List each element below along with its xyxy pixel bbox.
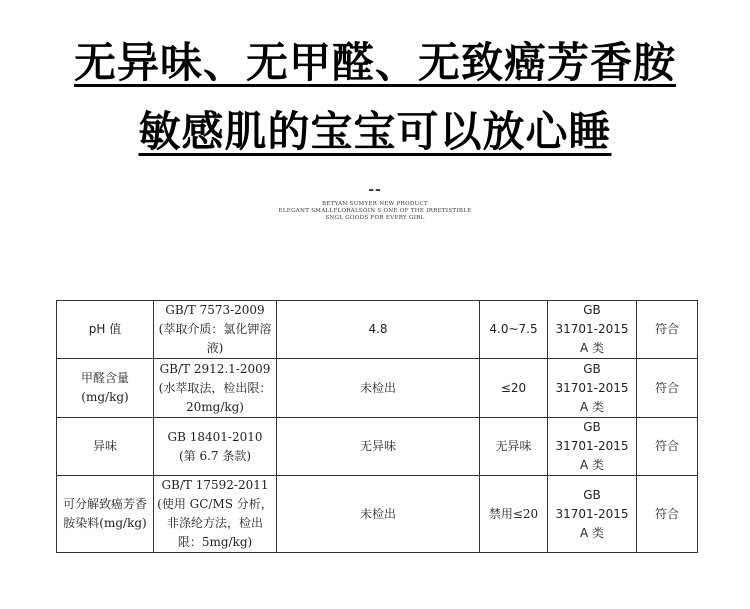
cell-line: 甲醛含量 — [80, 371, 129, 385]
cell-limit: 无异味 — [480, 418, 548, 476]
cell-line: GB — [583, 361, 601, 376]
cell-line: GB — [583, 420, 601, 434]
cell-verdict: 符合 — [637, 418, 698, 476]
cell-line: 液) — [206, 341, 224, 355]
cell-result: 无异味 — [277, 418, 480, 476]
cell-result: 未检出 — [277, 359, 480, 418]
cell-line: GB 18401-2010 — [167, 429, 263, 444]
cell-limit: ≤20 — [480, 359, 548, 418]
cell-item — [57, 476, 154, 553]
cell-item — [57, 418, 154, 476]
cell-limit: 禁用≤20 — [480, 476, 548, 553]
cell-line: (第 6.7 条款) — [178, 448, 252, 463]
cell-line: GB/T 17592-2011 — [161, 478, 269, 492]
cell-verdict: 符合 — [637, 476, 698, 553]
test-results-table — [56, 300, 698, 553]
cell-item — [57, 301, 154, 359]
decor-dash: -- — [368, 182, 382, 198]
cell-result: 4.8 — [277, 301, 480, 359]
cell-line: 异味 — [92, 439, 117, 453]
cell-result: 未检出 — [277, 476, 480, 553]
decor-caption-line-3: SNGL GOODS FOR EVERY GIRL — [325, 215, 425, 221]
table-row — [57, 418, 698, 476]
cell-line: 31701-2015 — [555, 380, 629, 395]
cell-standard — [548, 418, 637, 476]
cell-line: (萃取介质：氯化钾溶 — [158, 322, 272, 336]
cell-line: 31701-2015 — [555, 506, 629, 521]
table-row — [57, 476, 698, 553]
cell-line: GB — [583, 487, 601, 502]
test-results-body — [57, 301, 698, 553]
table-row — [57, 359, 698, 418]
cell-line: A 类 — [579, 458, 605, 472]
cell-line: 非涤纶方法，检出 — [166, 516, 263, 530]
cell-method — [154, 476, 277, 553]
cell-line: 胺染料(mg/kg) — [63, 516, 147, 530]
headline-line-2-text: 敏感肌的宝宝可以放心睡 — [138, 107, 612, 156]
decor-caption-line-1: BETYAN SUMYER NEW PRODUCT — [321, 201, 429, 207]
cell-verdict: 符合 — [637, 301, 698, 359]
cell-limit: 4.0~7.5 — [480, 301, 548, 359]
cell-line: 限：5mg/kg) — [177, 535, 253, 549]
cell-line: (使用 GC/MS 分析， — [157, 497, 273, 511]
cell-standard — [548, 359, 637, 418]
cell-item — [57, 359, 154, 418]
cell-line: (水萃取法，检出限： — [158, 380, 272, 395]
cell-standard — [548, 476, 637, 553]
cell-line: 31701-2015 — [555, 322, 629, 336]
cell-line: 可分解致癌芳香 — [62, 497, 147, 511]
cell-line: 31701-2015 — [555, 439, 629, 453]
cell-line: pH 值 — [88, 322, 122, 336]
decor-caption-line-2: ELEGANT SMALLFLORALSOIN S ONE OF THE IRRETISTIBLE — [278, 208, 472, 214]
cell-line: GB/T 7573-2009 — [165, 303, 265, 317]
headline-line-2 — [0, 107, 750, 156]
cell-verdict: 符合 — [637, 359, 698, 418]
headline-line-1-text: 无异味、无甲醛、无致癌芳香胺 — [73, 38, 676, 87]
cell-line: A 类 — [579, 399, 605, 414]
cell-line: (mg/kg) — [81, 390, 129, 404]
cell-line: A 类 — [579, 341, 605, 355]
cell-line: GB — [583, 303, 601, 317]
headline-line-1 — [0, 38, 750, 87]
cell-method — [154, 359, 277, 418]
table-row — [57, 301, 698, 359]
cell-line: GB/T 2912.1-2009 — [159, 361, 271, 376]
cell-method — [154, 418, 277, 476]
cell-line: 20mg/kg) — [185, 399, 244, 414]
cell-line: A 类 — [579, 525, 605, 540]
cell-standard — [548, 301, 637, 359]
cell-method — [154, 301, 277, 359]
